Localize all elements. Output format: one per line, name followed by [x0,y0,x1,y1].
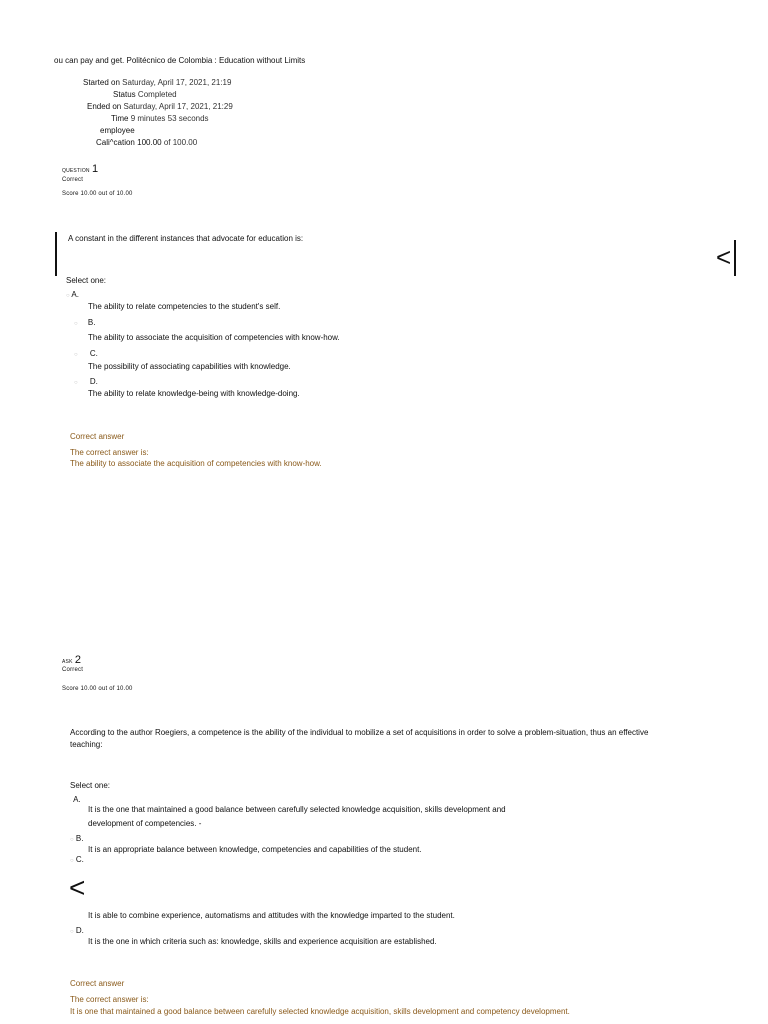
radio-icon[interactable]: ○ [74,352,78,358]
radio-icon[interactable]: · [70,798,72,803]
employee-label: employee [100,126,135,135]
option-b-text: The ability to associate the acquisition of competencies with know-how. [88,333,340,342]
question-state: Correct [62,177,84,183]
option-b[interactable] [74,318,95,327]
option-letter: B. [87,318,96,327]
side-arrow-mark: < [716,242,732,272]
feedback-intro: The correct answer is: [70,448,149,457]
question-score: Score 10.00 out of 10.00 [62,191,133,197]
grade-row [96,138,197,147]
page-header: ou can pay and get. Politécnico de Colombia : Education without Limits [54,56,306,65]
select-one-label: Select one: [66,276,107,285]
radio-icon[interactable]: ○ [70,837,74,843]
option-b-text: It is an appropriate balance between knowledge, competencies and capabilities of the student. [88,845,422,854]
option-a[interactable] [70,795,81,804]
option-c[interactable] [70,855,84,864]
question-number: 1 [91,163,99,175]
option-letter: B. [75,834,84,843]
status-row [113,90,177,99]
question-text-line-1: According to the author Roegiers, a competence is the ability of the individual to mobilize a set of acquisitions in order to solve a problem-situation, thus an effective [70,728,649,737]
started-value: Saturday, April 17, 2021, 21:19 [122,78,232,87]
question-state: Correct [62,667,84,673]
started-label: Started on [83,78,120,87]
option-a[interactable] [66,290,79,299]
option-b[interactable] [70,834,83,843]
question-left-bar [55,232,57,276]
time-label: Time [111,114,129,123]
feedback-title: Correct answer [70,432,125,441]
option-letter: D. [89,377,98,386]
grade-label: Cali^cation [96,138,135,147]
grade-max: of 100.00 [163,138,198,147]
question-text-line-2: teaching: [70,740,103,749]
option-c-text: It is able to combine experience, automatisms and attitudes with the knowledge imparted to the student. [88,911,455,920]
option-a-text-line-2: development of competencies. - [88,819,202,828]
option-letter: A. [73,795,81,804]
option-letter: A. [71,290,79,299]
option-a-text: The ability to relate competencies to the student's self. [88,302,281,311]
question-1-heading [62,163,98,175]
question-number: 2 [74,654,81,666]
time-value: 9 minutes 53 seconds [130,114,209,123]
option-letter: C. [75,855,84,864]
status-value: Completed [137,90,177,99]
ended-value: Saturday, April 17, 2021, 21:29 [123,102,233,111]
question-score: Score 10.00 out of 10.00 [62,686,133,692]
started-row [83,78,231,87]
option-a-text-line-1: It is the one that maintained a good balance between carefully selected knowledge acquisition, skills development and [88,805,506,814]
question-text: A constant in the different instances that advocate for education is: [68,234,304,243]
radio-icon[interactable]: ○ [74,380,78,386]
question-tag: QUESTION [62,168,90,174]
ended-row [87,102,233,111]
option-d-text: It is the one in which criteria such as: knowledge, skills and experience acquisition are established. [88,937,437,946]
side-right-bar [734,240,736,276]
feedback-answer: The ability to associate the acquisition of competencies with know-how. [70,459,322,468]
grade-value: 100.00 [137,138,162,147]
option-d[interactable] [74,377,98,386]
feedback-intro: The correct answer is: [70,995,149,1004]
radio-icon[interactable]: ○ [70,858,74,864]
feedback-title: Correct answer [70,979,125,988]
option-d-text: The ability to relate knowledge-being with knowledge-doing. [88,389,300,398]
radio-icon[interactable]: ○ [74,321,78,327]
ended-label: Ended on [87,102,122,111]
option-letter: D. [75,926,84,935]
radio-icon[interactable]: ○ [66,293,70,299]
question-2-heading [62,654,81,666]
question-tag: ASK [62,659,73,665]
status-label: Status [113,90,136,99]
radio-icon[interactable]: ○ [70,929,74,935]
less-than-mark: < [69,872,86,903]
option-letter: C. [89,349,98,358]
feedback-answer: It is one that maintained a good balance between carefully selected knowledge acquisition, skills development and competency development. [70,1007,570,1016]
option-c[interactable] [74,349,98,358]
option-c-text: The possibility of associating capabilities with knowledge. [88,362,291,371]
employee-row [100,126,135,135]
select-one-label: Select one: [70,781,111,790]
time-row [111,114,209,123]
option-d[interactable] [70,926,84,935]
